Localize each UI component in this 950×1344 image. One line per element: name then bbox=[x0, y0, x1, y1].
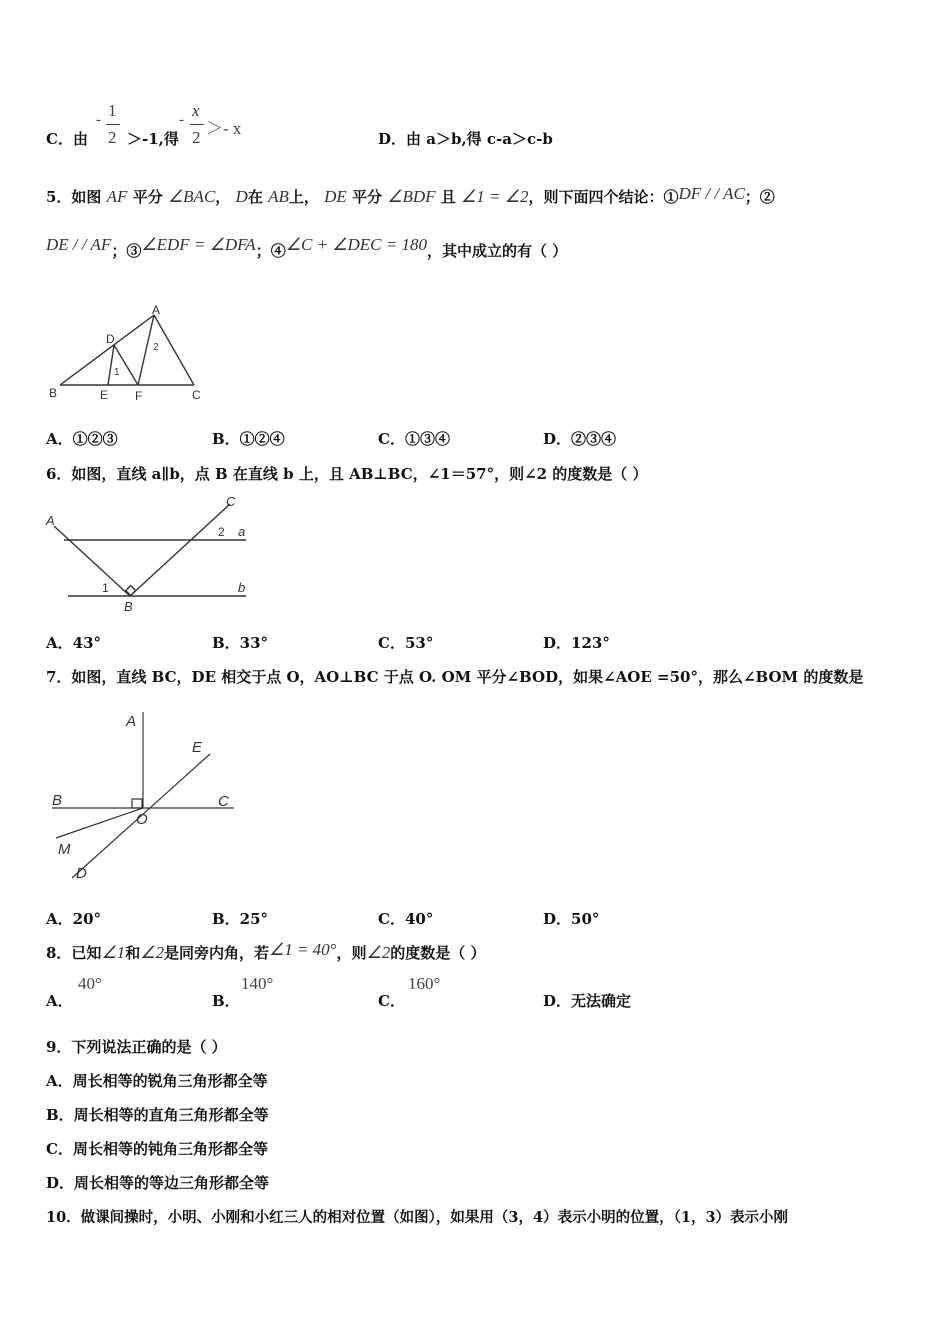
q7-label-b: B bbox=[52, 792, 63, 809]
q7-option-d: D．50° bbox=[543, 910, 600, 928]
q5-t1: 平分 bbox=[132, 188, 163, 206]
q7-label-d: D bbox=[76, 865, 87, 882]
q5-line-ac bbox=[154, 315, 194, 385]
q5-label-c: C bbox=[192, 388, 201, 402]
q5-t4: 平分 bbox=[352, 188, 383, 206]
q5-option-d: D．②③④ bbox=[543, 430, 617, 448]
q6-label-line-b: b bbox=[238, 580, 246, 595]
q5-angle-2: 2 bbox=[153, 342, 159, 353]
q5-comma: ， bbox=[215, 188, 231, 206]
q5-label-d: D bbox=[106, 332, 115, 346]
q5-figure bbox=[46, 303, 206, 403]
q4-option-c bbox=[46, 128, 88, 149]
q5-af: AF bbox=[106, 187, 128, 206]
q5-t3: 上， bbox=[288, 188, 319, 206]
q6-label-c-point: C bbox=[226, 494, 236, 509]
q4-x-tail: ＞- x bbox=[206, 119, 242, 138]
q6-stem: 6．如图，直线 a∥b，点 B 在直线 b 上，且 AB⊥BC，∠1＝57°，则∠2 的度数是（ ） bbox=[46, 465, 648, 483]
q5-t2: 在 bbox=[247, 188, 263, 206]
q6-option-d: D．123° bbox=[543, 634, 610, 652]
q5-prefix: 5．如图 bbox=[46, 188, 102, 206]
q5-bac: ∠BAC bbox=[167, 187, 216, 206]
q5-line-df bbox=[114, 345, 138, 385]
q5-t7: ；② bbox=[744, 188, 775, 206]
q5-option-a: A．①②③ bbox=[46, 430, 118, 448]
q5-t5: 且 bbox=[440, 188, 456, 206]
q6-figure bbox=[40, 494, 250, 614]
q7-label-m: M bbox=[58, 841, 71, 858]
q5-t8: ；③ bbox=[111, 242, 142, 260]
q6-option-b: B．33° bbox=[212, 634, 269, 652]
q8-value-a: 40° bbox=[78, 974, 102, 993]
q5-stem-line2 bbox=[46, 235, 568, 261]
q6-option-a: A．43° bbox=[46, 634, 102, 652]
q8-value-c: 160° bbox=[408, 974, 441, 993]
q9-option-a: A．周长相等的锐角三角形都全等 bbox=[46, 1072, 268, 1090]
q9-option-b: B．周长相等的直角三角形都全等 bbox=[46, 1106, 269, 1124]
q8-option-b: B． bbox=[212, 992, 240, 1010]
q5-t6: ，则下面四个结论：① bbox=[528, 188, 679, 206]
q9-option-d: D．周长相等的等边三角形都全等 bbox=[46, 1174, 270, 1192]
q5-de: DE bbox=[324, 187, 347, 206]
q6-angle-2: 2 bbox=[218, 525, 225, 539]
q5-cdec: ∠C + ∠DEC = 180 bbox=[285, 235, 427, 254]
q10-stem: 10．做课间操时，小明、小刚和小红三人的相对位置（如图），如果用（3，4）表示小明的位置，（1，3）表示小刚 bbox=[46, 1209, 789, 1226]
q8-option-a: A． bbox=[46, 992, 73, 1010]
q4-option-d: D．由 a＞b,得 c-a＞c-b bbox=[378, 130, 553, 148]
q5-t10: ，其中成立的有（ ） bbox=[426, 242, 568, 260]
q4-option-c-mid: ＞-1,得 bbox=[127, 130, 179, 148]
q5-bdf: ∠BDF bbox=[387, 187, 436, 206]
q5-dfac: DF / / AC bbox=[678, 184, 745, 203]
q8-pre: 8．已知 bbox=[46, 944, 102, 962]
q8-t2: 是同旁内角，若 bbox=[163, 944, 269, 962]
q7-figure bbox=[46, 706, 246, 886]
q8-option-c: C． bbox=[378, 992, 405, 1010]
q4-x-denominator: 2 bbox=[192, 128, 201, 147]
q5-line-de bbox=[108, 345, 114, 385]
q4-fraction-numerator: 1 bbox=[108, 101, 117, 120]
q7-label-c: C bbox=[218, 793, 229, 810]
q5-edf: ∠EDF = ∠DFA bbox=[141, 235, 256, 254]
q5-option-c: C．①③④ bbox=[378, 430, 450, 448]
q5-stem-line1 bbox=[46, 186, 775, 207]
q5-label-f: F bbox=[135, 389, 143, 403]
q7-label-e: E bbox=[192, 739, 203, 756]
q6-angle-1: 1 bbox=[102, 581, 109, 595]
q5-option-b: B．①②④ bbox=[212, 430, 285, 448]
q7-line-om bbox=[56, 808, 143, 838]
q8-stem bbox=[46, 942, 485, 963]
q5-d: D bbox=[235, 187, 248, 206]
q6-label-a-point: A bbox=[46, 513, 55, 528]
q4-fraction-denominator: 2 bbox=[108, 128, 117, 147]
q6-label-line-a: a bbox=[238, 524, 246, 539]
q4-x-numerator: x bbox=[192, 101, 200, 120]
q4-fraction-minus: - bbox=[96, 112, 101, 128]
q5-angle-1: 1 bbox=[114, 367, 120, 378]
q8-option-d: D．无法确定 bbox=[543, 992, 632, 1010]
q5-label-a: A bbox=[152, 303, 161, 317]
q8-angle2: ∠2 bbox=[140, 943, 164, 962]
q4-option-c-label: C．由 bbox=[46, 130, 88, 148]
q7-option-c: C．40° bbox=[378, 910, 434, 928]
q8-angle1: ∠1 bbox=[101, 943, 126, 962]
q7-option-a: A．20° bbox=[46, 910, 102, 928]
q7-stem: 7．如图，直线 BC，DE 相交于点 O，AO⊥BC 于点 O. OM 平分∠BOD，如果∠AOE =50°，那么∠BOM 的度数是 bbox=[46, 668, 864, 686]
q8-value-b: 140° bbox=[241, 974, 274, 993]
q5-deaf: DE / / AF bbox=[46, 235, 112, 254]
q5-t9: ；④ bbox=[255, 242, 286, 260]
q6-label-b-point: B bbox=[124, 599, 133, 614]
q7-right-angle-mark bbox=[132, 799, 142, 808]
q4-fraction-bar bbox=[106, 124, 120, 125]
q7-option-b: B．25° bbox=[212, 910, 269, 928]
q6-line-bc bbox=[130, 504, 230, 596]
q5-label-e: E bbox=[100, 388, 109, 402]
q9-stem: 9．下列说法正确的是（ ） bbox=[46, 1038, 227, 1056]
q6-line-ab bbox=[54, 526, 130, 596]
q8-t1: 和 bbox=[125, 944, 141, 962]
q8-angle3: ∠2 bbox=[366, 943, 391, 962]
q7-label-a: A bbox=[126, 713, 137, 730]
q4-x-minus: - bbox=[179, 112, 184, 128]
q8-t3: ，则 bbox=[336, 944, 367, 962]
q6-option-c: C．53° bbox=[378, 634, 434, 652]
q7-label-o: O bbox=[136, 811, 148, 828]
q8-t4: 的度数是（ ） bbox=[390, 944, 486, 962]
q4-x-fraction-bar bbox=[190, 124, 204, 125]
q5-ab: AB bbox=[268, 187, 289, 206]
q8-eq: ∠1 = 40° bbox=[268, 940, 337, 959]
q5-eq12: ∠1 = ∠2 bbox=[461, 187, 529, 206]
q9-option-c: C．周长相等的钝角三角形都全等 bbox=[46, 1140, 268, 1158]
q5-label-b: B bbox=[49, 386, 58, 400]
